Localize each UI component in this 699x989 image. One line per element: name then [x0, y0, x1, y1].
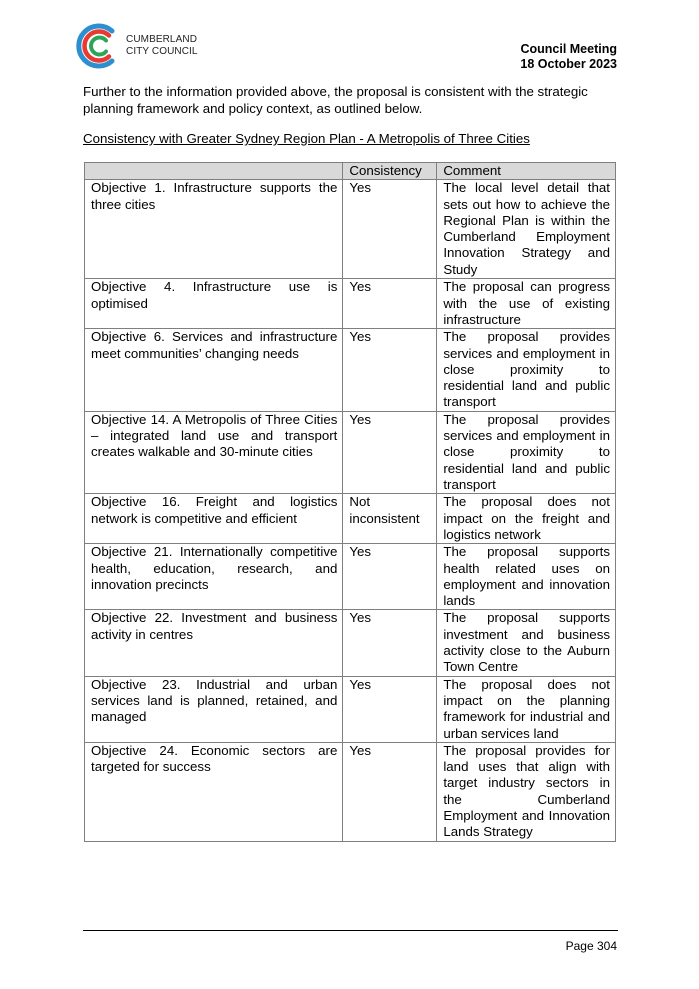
page-number: Page 304	[565, 939, 617, 953]
intro-paragraph: Further to the information provided above, the proposal is consistent with the strategic planning framework and policy context, as outlined below.	[83, 84, 588, 116]
table-row	[85, 279, 616, 329]
objective-cell: Objective 23. Industrial and urban services land is planned, retained, and managed	[85, 676, 343, 742]
comment-cell: The local level detail that sets out how to achieve the Regional Plan is within the Cumberland Employment Innovation Strategy and Study	[437, 180, 616, 279]
consistency-cell: Yes	[343, 279, 437, 329]
objective-cell: Objective 16. Freight and logistics network is competitive and efficient	[85, 494, 343, 544]
consistency-cell: Not inconsistent	[343, 494, 437, 544]
meeting-date: 18 October 2023	[520, 57, 617, 71]
table-row	[85, 329, 616, 411]
table-row	[85, 676, 616, 742]
meeting-title: Council Meeting	[520, 42, 617, 56]
header-consistency: Consistency	[343, 163, 437, 180]
table-row	[85, 544, 616, 610]
council-logo-text	[126, 34, 198, 58]
consistency-cell: Yes	[343, 329, 437, 411]
consistency-cell: Yes	[343, 411, 437, 493]
comment-cell: The proposal provides for land uses that align with target industry sectors in the Cumberland Employment and Innovation Lands Strategy	[437, 742, 616, 841]
header-objective	[85, 163, 343, 180]
comment-cell: The proposal does not impact on the freight and logistics network	[437, 494, 616, 544]
table-header-row	[85, 163, 616, 180]
table-row	[85, 742, 616, 841]
comment-cell: The proposal provides services and employment in close proximity to residential land and public transport	[437, 411, 616, 493]
consistency-cell: Yes	[343, 610, 437, 676]
objective-cell: Objective 14. A Metropolis of Three Cities – integrated land use and transport creates walkable and 30-minute cities	[85, 411, 343, 493]
objective-cell: Objective 21. Internationally competitive health, education, research, and innovation precincts	[85, 544, 343, 610]
table-row	[85, 180, 616, 279]
comment-cell: The proposal supports health related uses on employment and innovation lands	[437, 544, 616, 610]
objective-cell: Objective 1. Infrastructure supports the three cities	[85, 180, 343, 279]
comment-cell: The proposal does not impact on the planning framework for industrial and urban services land	[437, 676, 616, 742]
council-logo-icon	[74, 22, 122, 70]
council-logo	[74, 22, 198, 70]
objective-cell: Objective 22. Investment and business activity in centres	[85, 610, 343, 676]
org-name-line1: CUMBERLAND	[126, 34, 198, 45]
comment-cell: The proposal provides services and employment in close proximity to residential land and public transport	[437, 329, 616, 411]
objective-cell: Objective 6. Services and infrastructure meet communities’ changing needs	[85, 329, 343, 411]
table-row	[85, 411, 616, 493]
consistency-cell: Yes	[343, 544, 437, 610]
meeting-info	[520, 42, 617, 72]
org-name-line2: CITY COUNCIL	[126, 46, 198, 57]
header-comment: Comment	[437, 163, 616, 180]
footer-divider	[83, 930, 618, 931]
comment-cell: The proposal supports investment and business activity close to the Auburn Town Centre	[437, 610, 616, 676]
comment-cell: The proposal can progress with the use of existing infrastructure	[437, 279, 616, 329]
consistency-cell: Yes	[343, 742, 437, 841]
objective-cell: Objective 4. Infrastructure use is optimised	[85, 279, 343, 329]
consistency-table	[84, 162, 616, 842]
section-heading: Consistency with Greater Sydney Region Plan - A Metropolis of Three Cities	[83, 131, 530, 146]
objective-cell: Objective 24. Economic sectors are targeted for success	[85, 742, 343, 841]
table-row	[85, 494, 616, 544]
table-row	[85, 610, 616, 676]
consistency-cell: Yes	[343, 180, 437, 279]
consistency-cell: Yes	[343, 676, 437, 742]
